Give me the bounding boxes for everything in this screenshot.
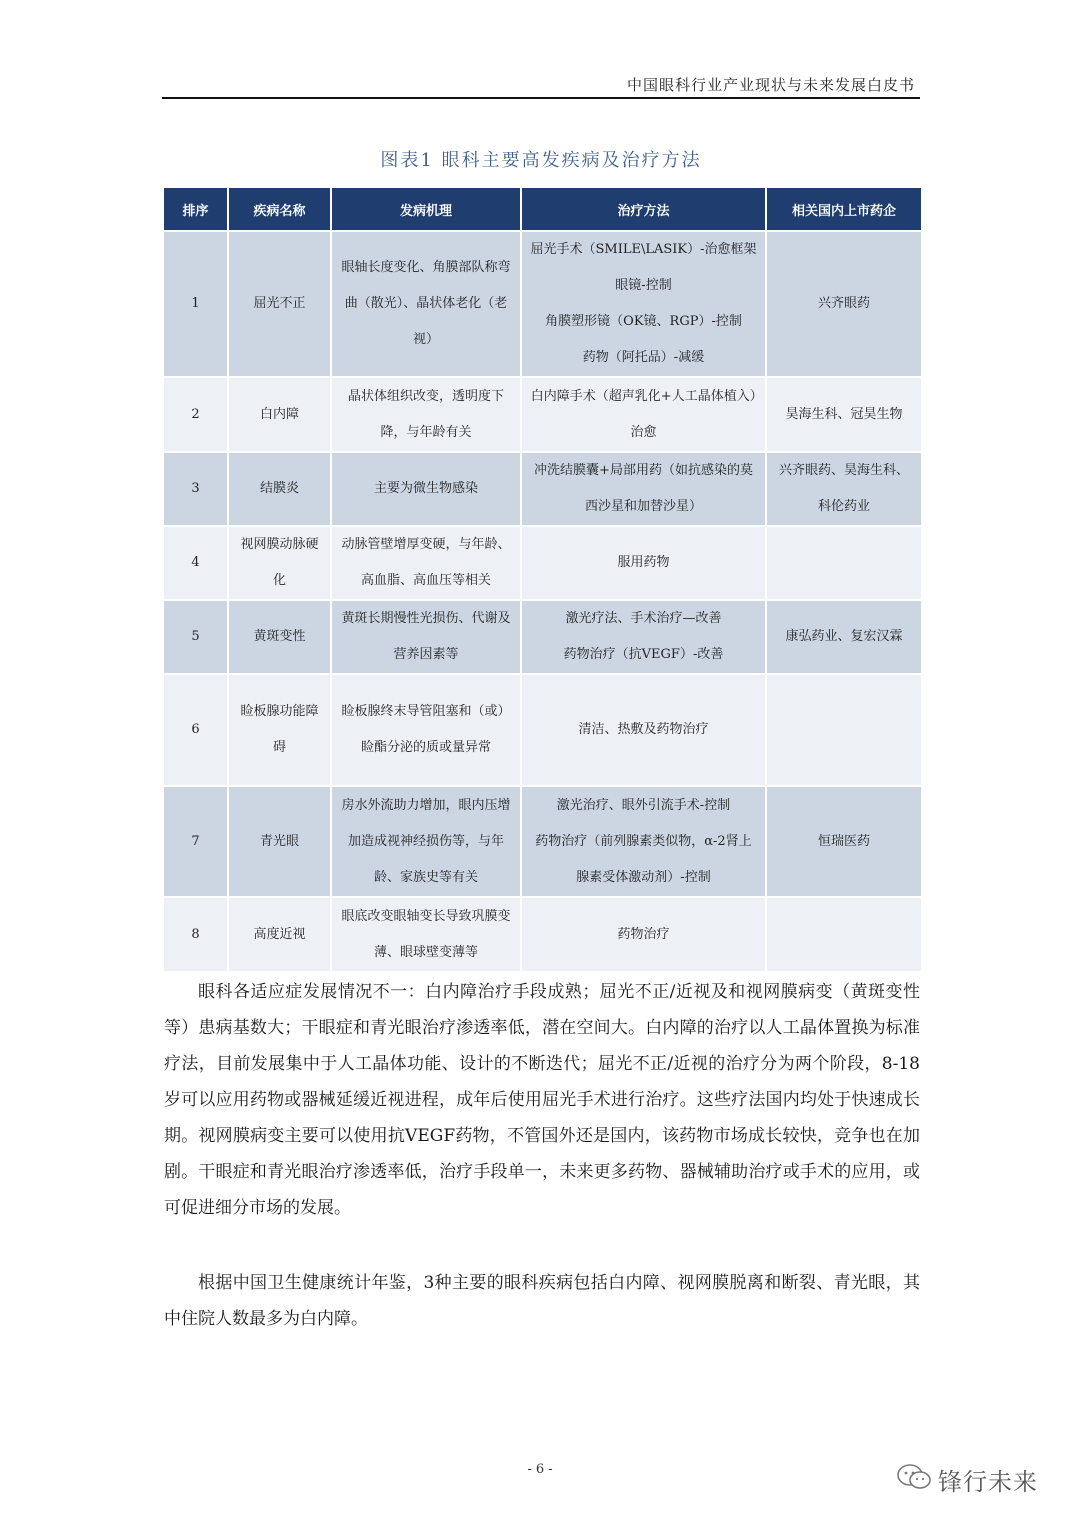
- table-row: [164, 526, 921, 600]
- watermark-text: 锋行未来: [938, 1468, 1038, 1496]
- disease-table: [164, 188, 921, 971]
- table-header-row: [164, 188, 921, 231]
- cell-disease: 屈光不正: [228, 231, 331, 377]
- cell-treatment: 屈光手术（SMILE\LASIK）-治愈框架眼镜-控制 角膜塑形镜（OK镜、RGP）-控制 药物（阿托品）-减缓: [521, 231, 766, 377]
- figure-title: 图表1 眼科主要高发疾病及治疗方法: [380, 150, 702, 171]
- cell-companies: [766, 674, 921, 786]
- body-paragraph: 眼科各适应症发展情况不一：白内障治疗手段成熟；屈光不正/近视及和视网膜病变（黄斑变性等）患病基数大；干眼症和青光眼治疗渗透率低，潜在空间大。白内障的治疗以人工晶体置换为标准疗法，目前发展集中于人工晶体功能、设计的不断迭代；屈光不正/近视的治疗分为两个阶段，8-18岁可以应用药物或器械延缓近视进程，成年后使用屈光手术进行治疗。这些疗法国内均处于快速成长期。视网膜病变主要可以使用抗VEGF药物，不管国外还是国内，该药物市场成长较快，竞争也在加剧。干眼症和青光眼治疗渗透率低，治疗手段单一，未来更多药物、器械辅助治疗或手术的应用，或可促进细分市场的发展。: [164, 982, 920, 1218]
- cell-treatment: 清洁、热敷及药物治疗: [521, 674, 766, 786]
- cell-mechanism: 房水外流助力增加，眼内压增加造成视神经损伤等，与年龄、家族史等有关: [331, 786, 521, 897]
- cell-companies: 兴齐眼药、昊海生科、科伦药业: [766, 452, 921, 526]
- cell-treatment: 白内障手术（超声乳化+人工晶体植入）治愈: [521, 377, 766, 452]
- cell-rank: 4: [164, 526, 228, 600]
- watermark-logo-icon: [896, 1462, 932, 1492]
- cell-rank: 6: [164, 674, 228, 786]
- header-rule: [162, 97, 920, 99]
- cell-rank: 2: [164, 377, 228, 452]
- cell-disease: 视网膜动脉硬化: [228, 526, 331, 600]
- cell-companies: 兴齐眼药: [766, 231, 921, 377]
- cell-disease: 高度近视: [228, 897, 331, 971]
- cell-companies: [766, 526, 921, 600]
- page-number: - 6 -: [527, 1462, 553, 1477]
- cell-treatment: 激光治疗、眼外引流手术-控制 药物治疗（前列腺素类似物，α-2肾上腺素受体激动剂）-控制: [521, 786, 766, 897]
- table-row: [164, 600, 921, 674]
- cell-treatment: 激光疗法、手术治疗—改善 药物治疗（抗VEGF）-改善: [521, 600, 766, 674]
- table-row: [164, 377, 921, 452]
- cell-mechanism: 主要为微生物感染: [331, 452, 521, 526]
- col-header-rank: 排序: [164, 188, 228, 231]
- cell-mechanism: 睑板腺终末导管阻塞和（或）睑酯分泌的质或量异常: [331, 674, 521, 786]
- col-header-companies: 相关国内上市药企: [766, 188, 921, 231]
- cell-mechanism: 黄斑长期慢性光损伤、代谢及营养因素等: [331, 600, 521, 674]
- cell-disease: 黄斑变性: [228, 600, 331, 674]
- cell-mechanism: 动脉管壁增厚变硬，与年龄、高血脂、高血压等相关: [331, 526, 521, 600]
- cell-treatment: 冲洗结膜囊+局部用药（如抗感染的莫西沙星和加替沙星）: [521, 452, 766, 526]
- cell-rank: 7: [164, 786, 228, 897]
- cell-mechanism: 眼轴长度变化、角膜部队称弯曲（散光）、晶状体老化（老视）: [331, 231, 521, 377]
- cell-disease: 睑板腺功能障碍: [228, 674, 331, 786]
- cell-disease: 白内障: [228, 377, 331, 452]
- cell-companies: 昊海生科、冠昊生物: [766, 377, 921, 452]
- cell-companies: 恒瑞医药: [766, 786, 921, 897]
- table-row: [164, 674, 921, 786]
- cell-rank: 1: [164, 231, 228, 377]
- cell-disease: 结膜炎: [228, 452, 331, 526]
- cell-disease: 青光眼: [228, 786, 331, 897]
- cell-rank: 3: [164, 452, 228, 526]
- cell-rank: 5: [164, 600, 228, 674]
- table-row: [164, 897, 921, 971]
- table-row: [164, 231, 921, 377]
- col-header-mechanism: 发病机理: [331, 188, 521, 231]
- running-header: 中国眼科行业产业现状与未来发展白皮书: [626, 76, 915, 94]
- cell-companies: [766, 897, 921, 971]
- cell-mechanism: 晶状体组织改变，透明度下降，与年龄有关: [331, 377, 521, 452]
- col-header-disease: 疾病名称: [228, 188, 331, 231]
- col-header-treatment: 治疗方法: [521, 188, 766, 231]
- table-row: [164, 786, 921, 897]
- cell-treatment: 药物治疗: [521, 897, 766, 971]
- table-row: [164, 452, 921, 526]
- cell-companies: 康弘药业、复宏汉霖: [766, 600, 921, 674]
- cell-mechanism: 眼底改变眼轴变长导致巩膜变薄、眼球壁变薄等: [331, 897, 521, 971]
- body-paragraph: 根据中国卫生健康统计年鉴，3种主要的眼科疾病包括白内障、视网膜脱离和断裂、青光眼，其中住院人数最多为白内障。: [164, 1273, 920, 1329]
- cell-treatment: 服用药物: [521, 526, 766, 600]
- cell-rank: 8: [164, 897, 228, 971]
